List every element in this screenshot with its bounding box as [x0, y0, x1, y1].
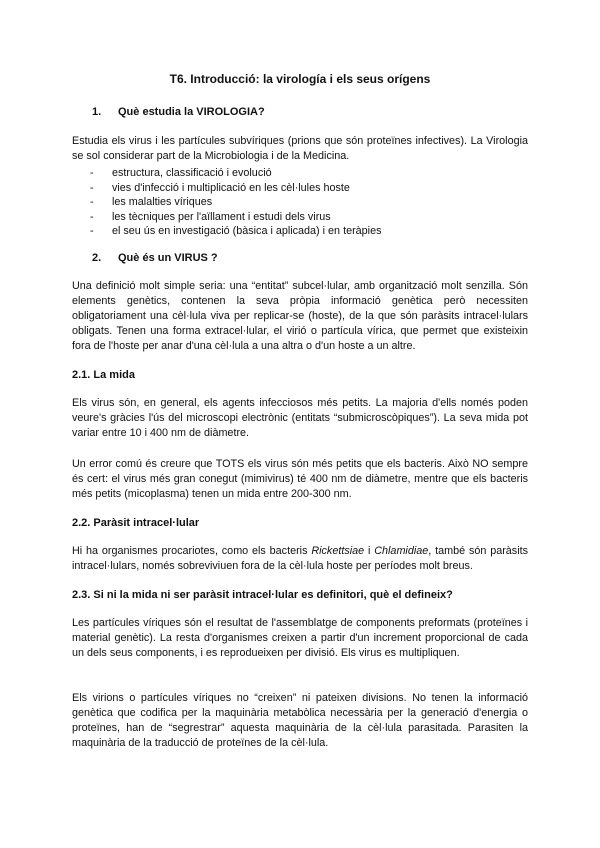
genus-chlamidiae: Chlamidiae	[374, 545, 429, 557]
section-2-paragraph: Una definició molt simple seria: una “entitat” subcel·lular, amb organització molt senzilla. Són elements genètics, contenen la seva pròpia informació genètica però necessiten obligatoriament una cèl·lula viva per replicar-se (hoste), de la que són paràsits intracel·lulars obligats. Tenen una forma extracel·lular, el virió o partícula vírica, que permet que existeixin fora de l'hoste per anar d'una cèl·lula a una altra o d'un hoste a un altre.	[72, 280, 528, 352]
section-1-paragraph: Estudia els virus i les partícules subvíriques (prions que són proteïnes infectives). La Virologia se sol considerar part de la Microbiologia i de la Medicina.	[72, 135, 528, 162]
list-item: - vies d'infecció i multiplicació en les cèl·lules hoste	[90, 181, 350, 194]
section-1-heading	[92, 106, 265, 118]
section-1-title: Què estudia la VIROLOGIA?	[118, 106, 265, 118]
section-2-heading	[92, 252, 218, 264]
section-2-1-heading: 2.1. La mida	[72, 369, 135, 381]
page-title: T6. Introducció: la virología i els seus orígens	[169, 72, 431, 86]
list-item: - les malalties víriques	[90, 196, 213, 209]
list-item: - les tècniques per l'aïllament i estudi dels virus	[90, 210, 331, 223]
genus-rickettsiae: Rickettsiae	[311, 545, 365, 557]
list-item: - el seu ús en investigació (bàsica i aplicada) i en teràpies	[90, 225, 382, 238]
section-1-bullet-list	[72, 166, 381, 239]
section-2-3-paragraph-2: Els virions o partícules víriques no “creixen” ni pateixen divisions. No tenen la informació genètica que codifica per la maquinària metabòlica necessària per la generació d'energia o proteïnes, han de “segrestrar” aquesta maquinària de la cèl·lula parasitada. Parasiten la maquinària de la traducció de proteïnes de la cèl·lula.	[72, 692, 528, 749]
section-2-title: Què és un VIRUS ?	[118, 252, 218, 264]
section-2-2-heading: 2.2. Paràsit intracel·lular	[72, 517, 200, 529]
section-2-1-paragraph-1: Els virus són, en general, els agents infecciosos més petits. La majoria d'ells només poden veure's gràcies l'ús del microscopi electrònic (entitats “submicroscòpiques”). La seva mida pot variar entre 10 i 400 nm de diàmetre.	[72, 397, 528, 439]
section-2-2-paragraph: Hi ha organismes procariotes, como els bacteris Rickettsiae i Chlamidiae, també són paràsits intracel·lulars, només sobreviviuen fora de la cèl·lula hoste per períodes molt breus.	[72, 545, 528, 572]
section-1-number: 1.	[92, 106, 102, 118]
section-2-3-heading: 2.3. Si ni la mida ni ser paràsit intracel·lular es definitori, què el defineix?	[72, 589, 453, 601]
section-2-number: 2.	[92, 252, 102, 264]
section-2-3-paragraph-1: Les partícules víriques són el resultat de l'assemblatge de components preformats (proteïnes i material genètic). La resta d'organismes creixen a partir d'un increment proporcional de cada un dels seus components, i es reprodueixen per divisió. Els virus es multipliquen.	[72, 617, 528, 659]
list-item: - estructura, classificació i evolució	[90, 167, 272, 179]
section-2-1-paragraph-2: Un error comú és creure que TOTS els virus són més petits que els bacteris. Això NO sempre és cert: el virus més gran conegut (mimivirus) té 400 nm de diàmetre, mentre que els bacteris més petits (micoplasma) tenen un mida entre 200-300 nm.	[72, 458, 528, 500]
